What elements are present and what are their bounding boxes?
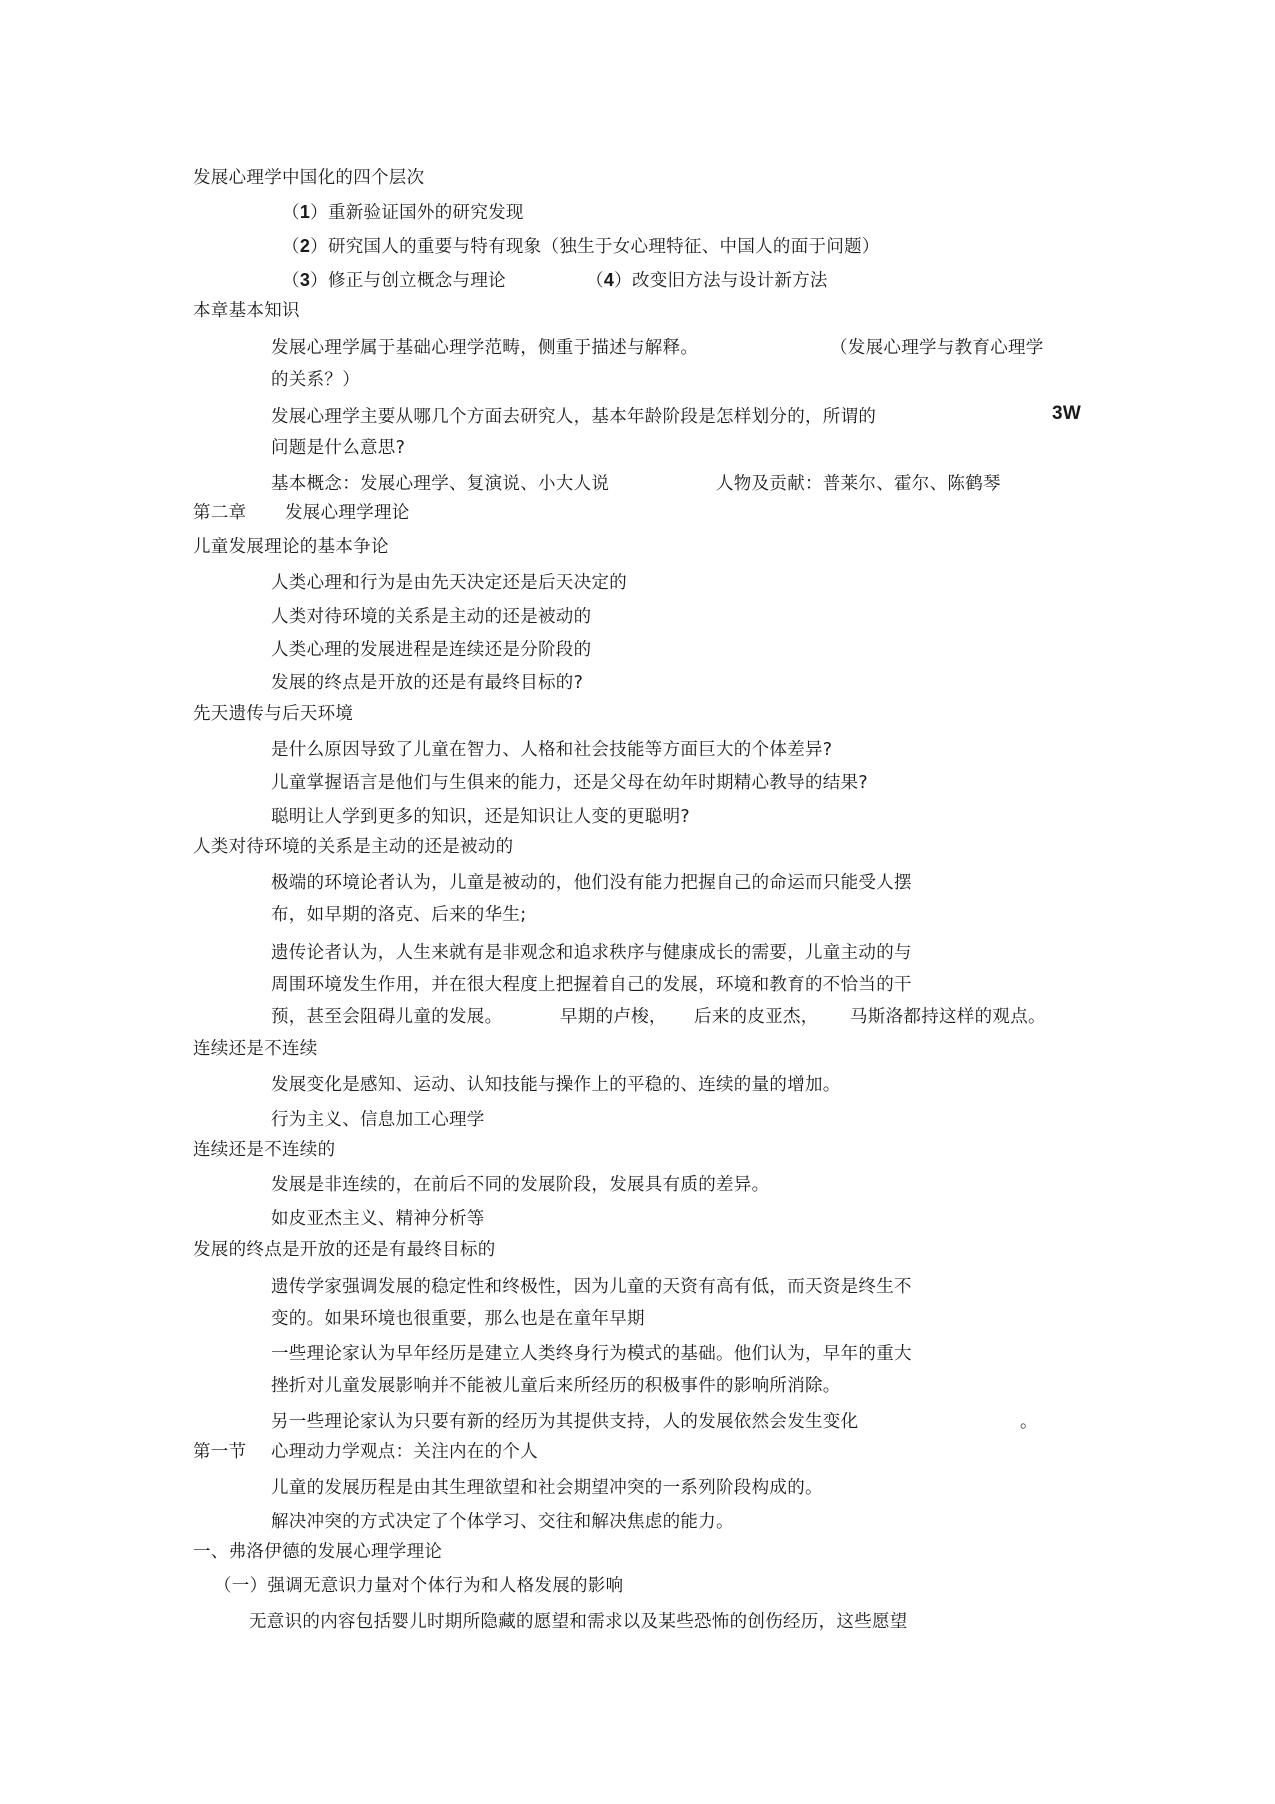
list-paren-close: ） [310,237,328,257]
paragraph-line: 发展心理学属于基础心理学范畴，侧重于描述与解释。 [271,338,699,358]
paragraph-line: 马斯洛都持这样的观点。 [850,1007,1046,1027]
chapter-label: 第二章 [193,503,247,523]
paragraph-line: 解决冲突的方式决定了个体学习、交往和解决焦虑的能力。 [271,1512,734,1532]
paragraph-line: 人类对待环境的关系是主动的还是被动的 [271,607,592,627]
section-heading: 人类对待环境的关系是主动的还是被动的 [193,837,514,857]
paragraph-line: 行为主义、信息加工心理学 [271,1110,485,1130]
paragraph-line: 发展的终点是开放的还是有最终目标的? [271,673,584,693]
list-paren-open: （ [282,237,300,257]
list-item-2 [282,235,880,258]
list-item-text: 研究国人的重要与特有现象（独生于女心理特征、中国人的面于问题） [327,237,880,257]
section-title: 心理动力学观点：关注内在的个人 [271,1442,538,1462]
section-label: 第一节 [193,1442,247,1462]
paragraph-line: 人类心理和行为是由先天决定还是后天决定的 [271,573,627,593]
paragraph-line: 变的。如果环境也很重要，那么也是在童年早期 [271,1309,645,1329]
subsection-heading: （一）强调无意识力量对个体行为和人格发展的影响 [214,1576,624,1596]
heading-chapter-basics: 本章基本知识 [193,301,300,321]
list-paren-open: （ [282,203,300,223]
paragraph-line: 人类心理的发展进程是连续还是分阶段的 [271,640,592,660]
section-heading: 连续还是不连续 [193,1039,318,1059]
list-paren-close: ） [614,271,632,291]
paragraph-line: 早期的卢梭， [560,1007,667,1027]
paragraph-line: 遗传论者认为，人生来就有是非观念和追求秩序与健康成长的需要，儿童主动的与 [271,943,912,963]
list-item-text: 修正与创立概念与理论 [327,271,506,291]
paragraph-line: （发展心理学与教育心理学 [830,338,1044,358]
section-heading: 儿童发展理论的基本争论 [193,537,389,557]
list-number-1: 1 [299,202,311,222]
list-paren-close: ） [310,271,328,291]
paragraph-line: 一些理论家认为早年经历是建立人类终身行为模式的基础。他们认为，早年的重大 [271,1344,912,1364]
list-item-1 [282,201,524,224]
list-number-2: 2 [299,236,311,256]
paragraph-line: 另一些理论家认为只要有新的经历为其提供支持，人的发展依然会发生变化 [271,1412,859,1432]
paragraph-line: 基本概念：发展心理学、复演说、小大人说 [271,474,610,494]
chapter-title: 发展心理学理论 [285,503,410,523]
paragraph-line: 。 [1020,1412,1038,1432]
paragraph-line: 问题是什么意思? [271,438,406,458]
paragraph-line: 人物及贡献：普莱尔、霍尔、陈鹤琴 [716,474,1001,494]
list-item-text: 重新验证国外的研究发现 [327,203,524,223]
paragraph-line: 遗传学家强调发展的稳定性和终极性，因为儿童的天资有高有低，而天资是终生不 [271,1277,912,1297]
paragraph-line: 无意识的内容包括婴儿时期所隐藏的愿望和需求以及某些恐怖的创伤经历，这些愿望 [249,1612,908,1632]
term-3w: 3W [1052,403,1082,424]
paragraph-line: 是什么原因导致了儿童在智力、人格和社会技能等方面巨大的个体差异? [271,740,833,760]
paragraph-line: 周围环境发生作用，并在很大程度上把握着自己的发展，环境和教育的不恰当的干 [271,975,912,995]
paragraph-line: 极端的环境论者认为，儿童是被动的，他们没有能力把握自己的命运而只能受人摆 [271,873,912,893]
heading-sinicization-levels: 发展心理学中国化的四个层次 [193,168,425,188]
paragraph-line: 布，如早期的洛克、后来的华生; [271,905,527,925]
paragraph-line: 聪明让人学到更多的知识，还是知识让人变的更聪明? [271,807,690,827]
list-number-3: 3 [299,270,311,290]
list-item-text: 改变旧方法与设计新方法 [631,271,828,291]
list-paren-open: （ [586,271,604,291]
paragraph-line: 儿童的发展历程是由其生理欲望和社会期望冲突的一系列阶段构成的。 [271,1478,823,1498]
paragraph-line: 的关系？） [271,370,360,390]
paragraph-line: 发展变化是感知、运动、认知技能与操作上的平稳的、连续的量的增加。 [271,1075,841,1095]
paragraph-line: 儿童掌握语言是他们与生俱来的能力，还是父母在幼年时期精心教导的结果? [271,773,868,793]
section-heading: 先天遗传与后天环境 [193,704,354,724]
paragraph-line: 发展心理学主要从哪几个方面去研究人，基本年龄阶段是怎样划分的，所谓的 [271,407,877,427]
list-item-4 [586,269,828,292]
paragraph-line: 预，甚至会阻碍儿童的发展。 [271,1007,503,1027]
subsection-heading: 一、弗洛伊德的发展心理学理论 [193,1542,443,1562]
section-heading: 发展的终点是开放的还是有最终目标的 [193,1240,496,1260]
list-number-4: 4 [603,270,615,290]
list-item-3 [282,269,506,292]
section-heading: 连续还是不连续的 [193,1140,336,1160]
paragraph-line: 后来的皮亚杰， [694,1007,819,1027]
paragraph-line: 发展是非连续的，在前后不同的发展阶段，发展具有质的差异。 [271,1175,770,1195]
list-paren-close: ） [310,203,328,223]
list-paren-open: （ [282,271,300,291]
paragraph-line: 挫折对儿童发展影响并不能被儿童后来所经历的积极事件的影响所消除。 [271,1376,841,1396]
paragraph-line: 如皮亚杰主义、精神分析等 [271,1209,485,1229]
